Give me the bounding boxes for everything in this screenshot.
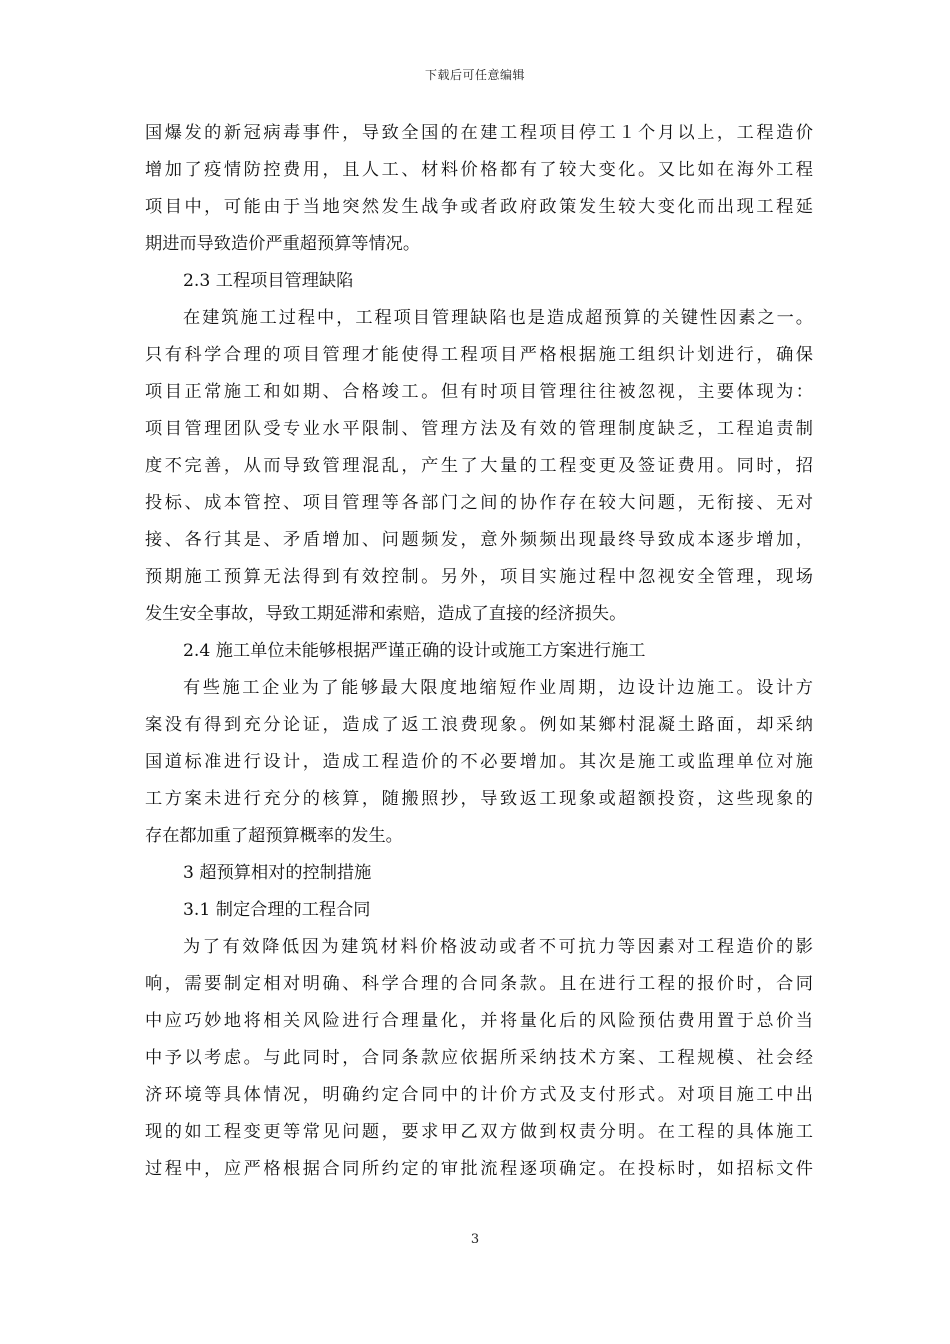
section-heading-2-4: 2.4 施工单位未能够根据严谨正确的设计或施工方案进行施工: [183, 641, 646, 661]
body-line: 期进而导致造价严重超预算等情况。: [145, 234, 421, 254]
body-line: 过程中，应严格根据合同所约定的审批流程逐项确定。在投标时，如招标文件: [145, 1159, 813, 1179]
body-line: 项目管理团队受专业水平限制、管理方法及有效的管理制度缺乏，工程追责制: [145, 419, 813, 439]
body-line: 工方案未进行充分的核算，随搬照抄，导致返工现象或超额投资，这些现象的: [145, 789, 813, 809]
body-line: 发生安全事故，导致工期延滞和索赔，造成了直接的经济损失。: [145, 604, 627, 624]
section-heading-2-3: 2.3 工程项目管理缺陷: [183, 271, 354, 291]
body-line: 项目正常施工和如期、合格竣工。但有时项目管理往往被忽视，主要体现为：: [145, 382, 813, 402]
body-line: 案没有得到充分论证，造成了返工浪费现象。例如某鄉村混凝土路面，却采纳: [145, 715, 813, 735]
section-heading-3: 3 超预算相对的控制措施: [183, 863, 372, 883]
body-line: 中予以考虑。与此同时，合同条款应依据所采纳技术方案、工程规模、社会经: [145, 1048, 813, 1068]
page-number: 3: [470, 1232, 480, 1247]
body-line: 增加了疫情防控费用，且人工、材料价格都有了较大变化。又比如在海外工程: [145, 160, 813, 180]
body-line: 济环境等具体情况，明确约定合同中的计价方式及支付形式。对项目施工中出: [145, 1085, 813, 1105]
body-line: 国爆发的新冠病毒事件，导致全国的在建工程项目停工１个月以上，工程造价: [145, 123, 813, 143]
body-line: 接、各行其是、矛盾增加、问题频发，意外频频出现最终导致成本逐步增加，: [145, 530, 813, 550]
document-body: [145, 115, 813, 1188]
page-header: 下载后可任意编辑: [424, 68, 525, 82]
body-line: 响，需要制定相对明确、科学合理的合同条款。且在进行工程的报价时，合同: [145, 974, 813, 994]
paragraph-first-line: 在建筑施工过程中，工程项目管理缺陷也是造成超预算的关键性因素之一。: [183, 308, 813, 328]
body-line: 中应巧妙地将相关风险进行合理量化，并将量化后的风险预估费用置于总价当: [145, 1011, 813, 1031]
body-line: 预期施工预算无法得到有效控制。另外，项目实施过程中忽视安全管理，现场: [145, 567, 813, 587]
body-line: 存在都加重了超预算概率的发生。: [145, 826, 403, 846]
body-line: 国道标准进行设计，造成工程造价的不必要增加。其次是施工或监理单位对施: [145, 752, 813, 772]
paragraph-first-line: 有些施工企业为了能够最大限度地缩短作业周期，边设计边施工。设计方: [183, 678, 813, 698]
paragraph-first-line: 为了有效降低因为建筑材料价格波动或者不可抗力等因素对工程造价的影: [183, 937, 813, 957]
body-line: 现的如工程变更等常见问题，要求甲乙双方做到权责分明。在工程的具体施工: [145, 1122, 813, 1142]
body-line: 投标、成本管控、项目管理等各部门之间的协作存在较大问题，无衔接、无对: [145, 493, 813, 513]
body-line: 只有科学合理的项目管理才能使得工程项目严格根据施工组织计划进行，确保: [145, 345, 813, 365]
section-heading-3-1: 3.1 制定合理的工程合同: [183, 900, 371, 920]
body-line: 度不完善，从而导致管理混乱，产生了大量的工程变更及签证费用。同时，招: [145, 456, 813, 476]
body-line: 项目中，可能由于当地突然发生战争或者政府政策发生较大变化而出现工程延: [145, 197, 813, 217]
